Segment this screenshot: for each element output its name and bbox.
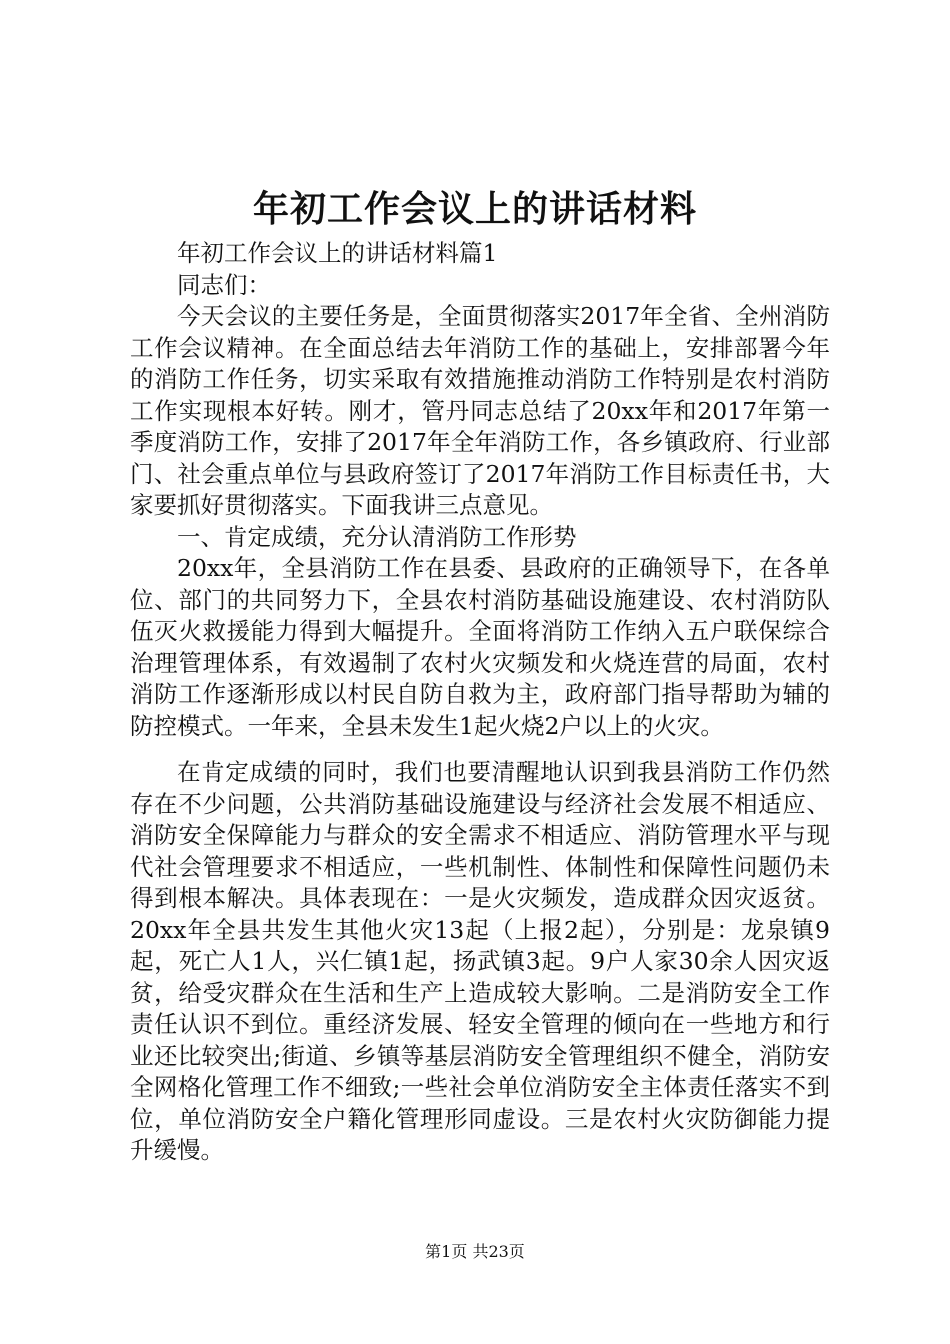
document-title: 年初工作会议上的讲话材料 [252,188,697,230]
paragraph-intro: 今天会议的主要任务是，全面贯彻落实2017年全省、全州消防工作会议精神。在全面总结去年消防工作的基础上，安排部署今年的消防工作任务，切实采取有效措施推动消防工作特别是农村消防工作实现根本好转。刚才，管丹同志总结了20xx年和2017年第一季度消防工作，安排了2017年全年消防工作，各乡镇政府、行业部门、社会重点单位与县政府签订了2017年消防工作目标责任书，大家要抓好贯彻落实。下面我讲三点意见。 [130,302,830,519]
greeting: 同志们： [177,270,271,299]
document-body [130,238,830,1167]
paragraph-achievements: 20xx年，全县消防工作在县委、县政府的正确领导下，在各单位、部门的共同努力下，全县农村消防基础设施建设、农村消防队伍灭火救援能力得到大幅提升。全面将消防工作纳入五户联保综合治理管理体系，有效遏制了农村火灾频发和火烧连营的局面，农村消防工作逐渐形成以村民自防自救为主，政府部门指导帮助为辅的防控模式。一年来，全县未发生1起火烧2户以上的火灾。 [130,554,830,740]
section-subtitle: 年初工作会议上的讲话材料篇1 [177,239,498,267]
page-number: 第1页 共23页 [425,1242,525,1261]
section-heading-1: 一、肯定成绩，充分认清消防工作形势 [177,522,577,551]
paragraph-spacer [130,742,830,757]
paragraph-problems: 在肯定成绩的同时，我们也要清醒地认识到我县消防工作仍然存在不少问题，公共消防基础设施建设与经济社会发展不相适应、消防安全保障能力与群众的安全需求不相适应、消防管理水平与现代社会管理要求不相适应，一些机制性、体制性和保障性问题仍未得到根本解决。具体表现在：一是火灾频发，造成群众因灾返贫。20xx年全县共发生其他火灾13起（上报2起），分别是：龙泉镇9起，死亡人1人，兴仁镇1起，扬武镇3起。9户人家30余人因灾返贫，给受灾群众在生活和生产上造成较大影响。二是消防安全工作责任认识不到位。重经济发展、轻安全管理的倾向在一些地方和行业还比较突出;街道、乡镇等基层消防安全管理组织不健全，消防安全网格化管理工作不细致;一些社会单位消防安全主体责任落实不到位，单位消防安全户籍化管理形同虚设。三是农村火灾防御能力提升缓慢。 [130,758,830,1164]
